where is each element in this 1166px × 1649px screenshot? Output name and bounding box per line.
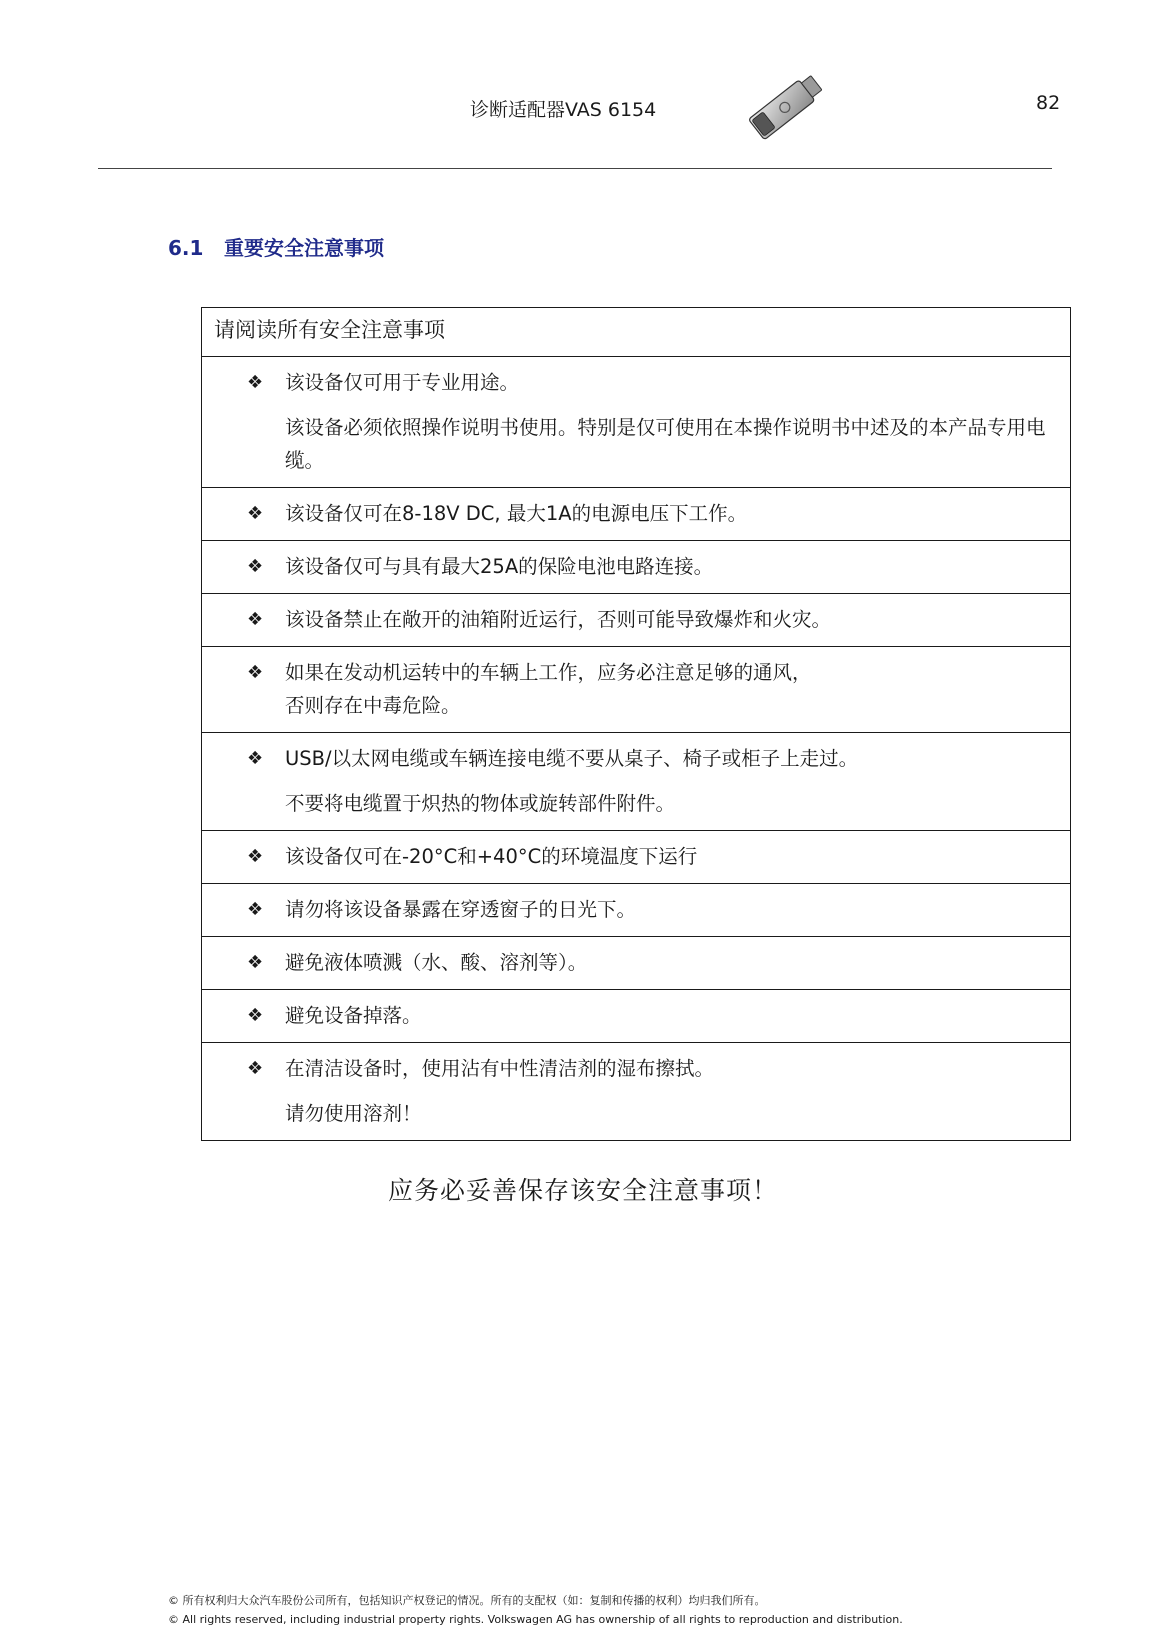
table-row xyxy=(202,357,1071,488)
bullet-icon: ❖ xyxy=(247,1058,264,1079)
bullet-icon: ❖ xyxy=(247,952,264,973)
header-rule xyxy=(98,168,1052,169)
safety-item-note: 该设备必须依照操作说明书使用。特别是仅可使用在本操作说明书中述及的本产品专用电缆。 xyxy=(285,416,1046,472)
safety-item-text: 该设备禁止在敞开的油箱附近运行，否则可能导致爆炸和火灾。 xyxy=(285,608,832,631)
safety-item xyxy=(202,357,1070,487)
safety-item-note: 请勿使用溶剂！ xyxy=(285,1102,422,1125)
safety-item-text: 避免液体喷溅（水、酸、溶剂等）。 xyxy=(285,951,588,974)
table-row xyxy=(202,831,1071,884)
table-row xyxy=(202,884,1071,937)
safety-item-text: 在清洁设备时，使用沾有中性清洁剂的湿布擦拭。 xyxy=(285,1057,715,1080)
bullet-icon: ❖ xyxy=(247,503,264,524)
safety-item xyxy=(202,733,1070,830)
safety-item xyxy=(202,594,1070,646)
safety-item-note: 不要将电缆置于炽热的物体或旋转部件附件。 xyxy=(285,792,676,815)
table-row xyxy=(202,647,1071,733)
table-cell xyxy=(202,647,1071,733)
bullet-icon: ❖ xyxy=(247,846,264,867)
safety-item xyxy=(202,884,1070,936)
table-row xyxy=(202,541,1071,594)
safety-item-text: 否则存在中毒危险。 xyxy=(285,694,461,717)
footer-copyright-en: © All rights reserved, including industrial property rights. Volkswagen AG has ownership of all rights to reproduction and distribution. xyxy=(168,1613,903,1626)
table-cell xyxy=(202,1043,1071,1141)
safety-item xyxy=(202,990,1070,1042)
safety-item-text: 该设备仅可与具有最大25A的保险电池电路连接。 xyxy=(285,555,714,578)
section-heading xyxy=(168,232,384,261)
table-cell xyxy=(202,937,1071,990)
safety-item-text: 请勿将该设备暴露在穿透窗子的日光下。 xyxy=(285,898,637,921)
table-header-row xyxy=(202,308,1071,357)
bullet-icon: ❖ xyxy=(247,748,264,769)
table-cell xyxy=(202,594,1071,647)
table-cell xyxy=(202,831,1071,884)
table-row xyxy=(202,990,1071,1043)
bullet-icon: ❖ xyxy=(247,556,264,577)
table-cell xyxy=(202,733,1071,831)
section-number: 6.1 xyxy=(168,236,204,260)
table-cell xyxy=(202,357,1071,488)
safety-item xyxy=(202,1043,1070,1140)
table-row xyxy=(202,733,1071,831)
table-row xyxy=(202,488,1071,541)
table-cell xyxy=(202,488,1071,541)
footer-copyright-cn: © 所有权利归大众汽车股份公司所有，包括知识产权登记的情况。所有的支配权（如：复制和传播的权利）均归我们所有。 xyxy=(168,1594,766,1607)
safety-item-text: 该设备仅可在8-18V DC, 最大1A的电源电压下工作。 xyxy=(285,502,748,525)
safety-notes-table xyxy=(201,307,1071,1141)
table-cell xyxy=(202,990,1071,1043)
bullet-icon: ❖ xyxy=(247,609,264,630)
bullet-icon: ❖ xyxy=(247,899,264,920)
safety-item-text: 如果在发动机运转中的车辆上工作，应务必注意足够的通风， xyxy=(285,661,812,684)
table-row xyxy=(202,594,1071,647)
safety-item xyxy=(202,647,1070,732)
section-title: 重要安全注意事项 xyxy=(224,236,384,260)
diagnostic-adapter-image xyxy=(740,70,830,142)
safety-item xyxy=(202,831,1070,883)
closing-note: 应务必妥善保存该安全注意事项！ xyxy=(387,1176,778,1205)
safety-item-text: 该设备仅可在-20°C和+40°C的环境温度下运行 xyxy=(285,845,698,868)
safety-item xyxy=(202,541,1070,593)
safety-item-text: 该设备仅可用于专业用途。 xyxy=(285,371,520,394)
safety-item xyxy=(202,488,1070,540)
safety-item-text: 避免设备掉落。 xyxy=(285,1004,422,1027)
bullet-icon: ❖ xyxy=(247,1005,264,1026)
bullet-icon: ❖ xyxy=(247,662,264,683)
safety-item xyxy=(202,937,1070,989)
table-cell xyxy=(202,884,1071,937)
safety-item-text: USB/以太网电缆或车辆连接电缆不要从桌子、椅子或柜子上走过。 xyxy=(285,747,859,770)
bullet-icon: ❖ xyxy=(247,372,264,393)
table-header: 请阅读所有安全注意事项 xyxy=(202,308,1071,357)
table-cell xyxy=(202,541,1071,594)
table-row xyxy=(202,1043,1071,1141)
page-number: 82 xyxy=(1036,92,1061,114)
table-row xyxy=(202,937,1071,990)
header-title: 诊断适配器VAS 6154 xyxy=(470,99,657,121)
